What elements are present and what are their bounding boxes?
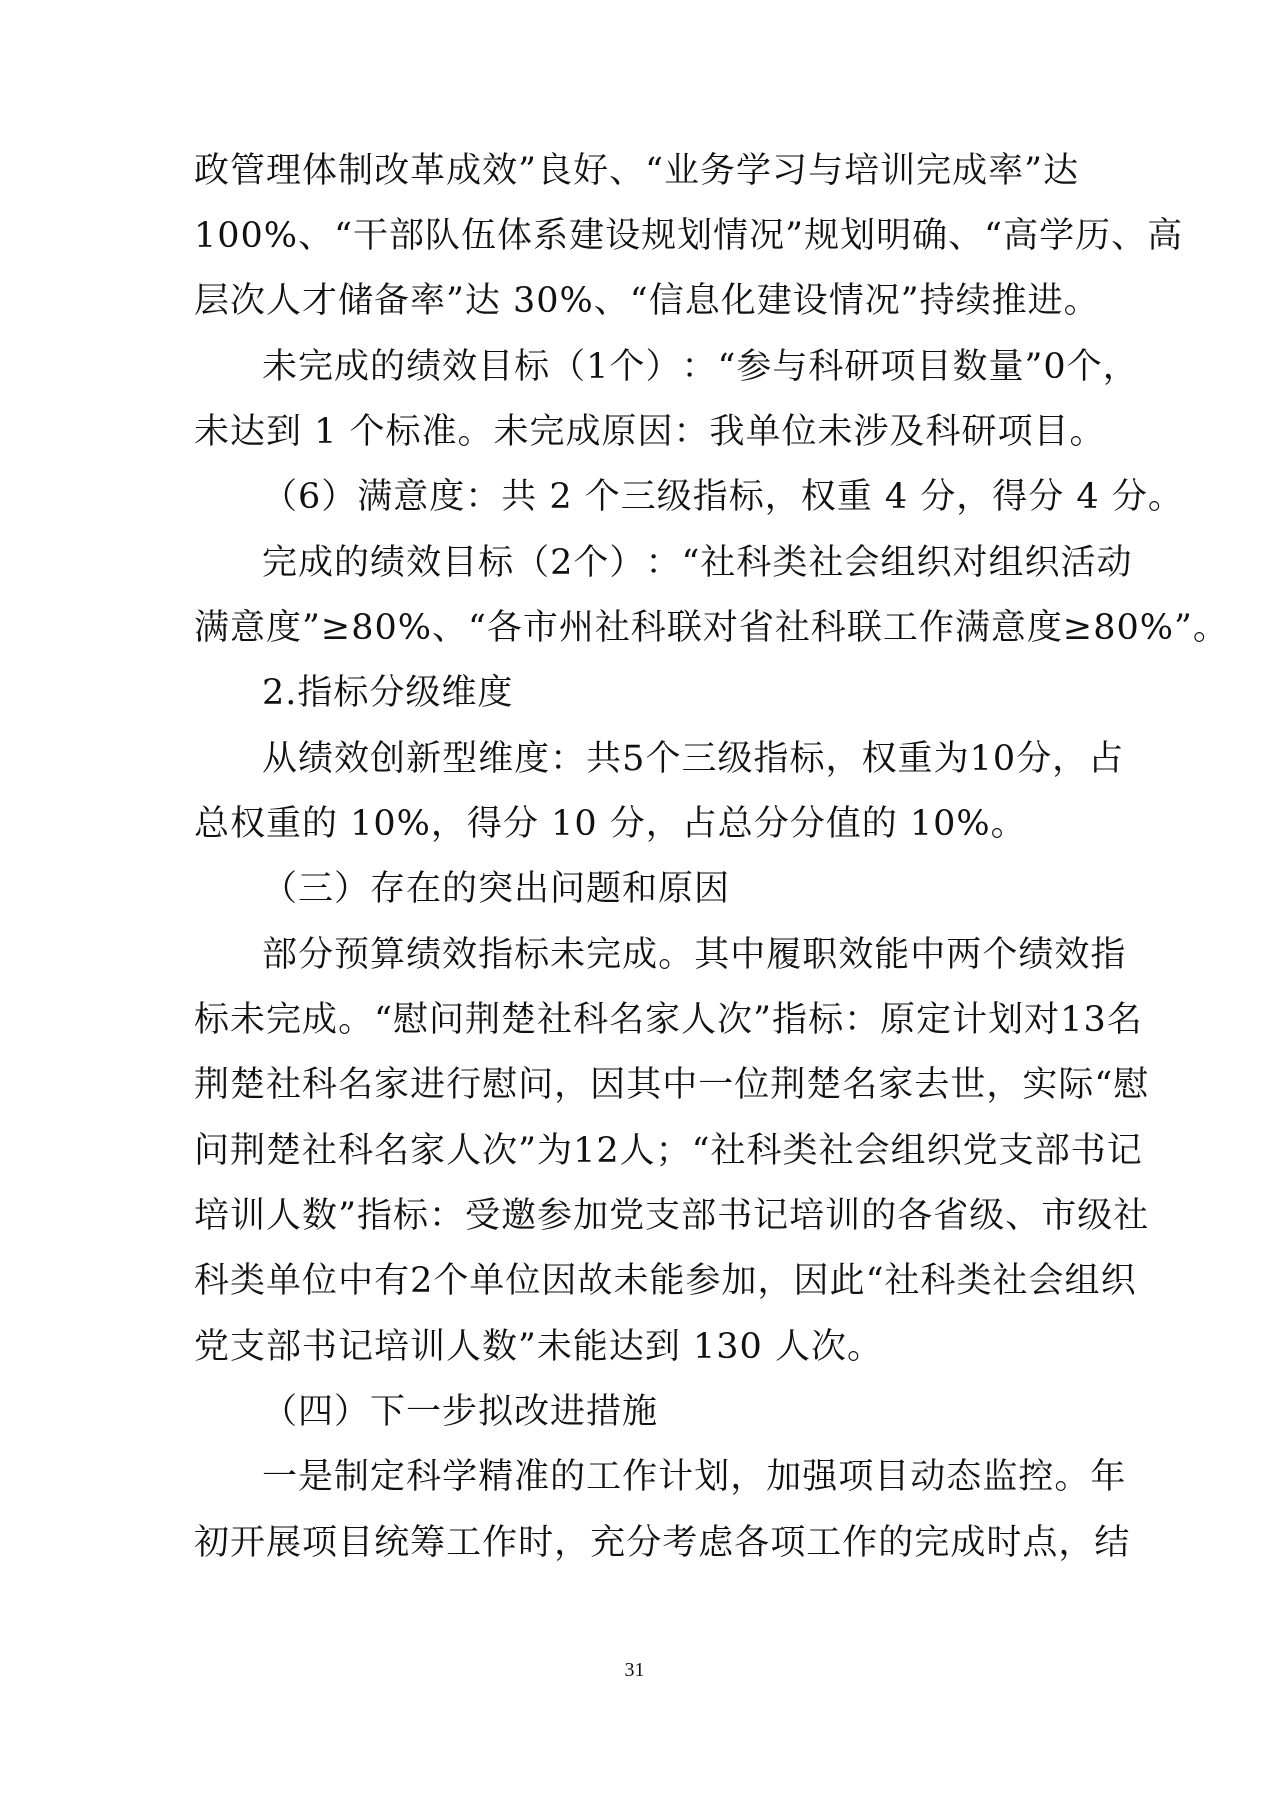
text-line-16: 问 荆 楚 社 科 名 家 人 次 ” 为 12 人 ； “ 社 科 类 社 会 组 织 党 支 部 书 记 [194,1131,1143,1171]
text-line-17: 培 训 人 数 ” 指 标 ： 受 邀 参 加 党 支 部 书 记 培 训 的 各 省 级 、 市 级 社 [194,1196,1150,1236]
text-line-1: 政 管 理 体 制 改 革 成 效 ” 良 好 、 “ 业 务 学 习 与 培 训 完 成 率 ” 达 [194,151,1080,191]
section-heading-3: （三）存在的突出问题和原因 [262,869,731,909]
text-line-21: 一 是 制 定 科 学 精 准 的 工 作 计 划 ， 加 强 项 目 动 态 监 控 。 年 [262,1457,1127,1497]
text-line-10: 从 绩 效 创 新 型 维 度 ： 共 5 个 三 级 指 标 ， 权 重 为 10 分 ， 占 [262,739,1125,779]
page-number: 31 [624,1659,645,1681]
text-line-22: 初 开 展 项 目 统 筹 工 作 时 ， 充 分 考 虑 各 项 工 作 的 完 成 时 点 ， 结 [194,1523,1131,1563]
text-line-4: 未 完 成 的 绩 效 目 标 （ 1 个 ） ： “ 参 与 科 研 项 目 数 量 ” 0 个 ， [262,347,1139,387]
text-line-2: 100% 、 “ 干 部 队 伍 体 系 建 设 规 划 情 况 ” 规 划 明 确 、 “ 高 学 历 、 高 [194,216,1184,256]
text-line-8: 满意度”≥80%、“各市州社科联对省社科联工作满意度≥80%”。 [194,608,1229,648]
text-line-3: 层次人才储备率”达 30%、“信息化建设情况”持续推进。 [194,281,1100,321]
section-heading-2: 2.指标分级维度 [262,673,514,713]
text-line-7: 完 成 的 绩 效 目 标 （ 2 个 ） ： “ 社 科 类 社 会 组 织 对 组 织 活 动 [262,543,1133,583]
text-line-19: 党支部书记培训人数”未能达到 130 人次。 [194,1327,883,1367]
section-heading-4: （四）下一步拟改进措施 [262,1392,659,1432]
text-line-14: 标 未 完 成 。 “ 慰 问 荆 楚 社 科 名 家 人 次 ” 指 标 ： 原 定 计 划 对 13 名 [194,1000,1143,1040]
text-line-11: 总权重的 10%，得分 10 分，占总分分值的 10%。 [194,804,1027,844]
text-line-6: （6）满意度：共 2 个三级指标，权重 4 分，得分 4 分。 [262,477,1184,517]
text-line-18: 科 类 单 位 中 有 2 个 单 位 因 故 未 能 参 加 ， 因 此 “ 社 科 类 社 会 组 织 [194,1261,1137,1301]
text-line-15: 荆 楚 社 科 名 家 进 行 慰 问 ， 因 其 中 一 位 荆 楚 名 家 去 世 ， 实 际 “ 慰 [194,1065,1150,1105]
text-line-5: 未达到 1 个标准。未完成原因：我单位未涉及科研项目。 [194,412,1106,452]
text-line-13: 部 分 预 算 绩 效 指 标 未 完 成 。 其 中 履 职 效 能 中 两 个 绩 效 指 [262,935,1127,975]
